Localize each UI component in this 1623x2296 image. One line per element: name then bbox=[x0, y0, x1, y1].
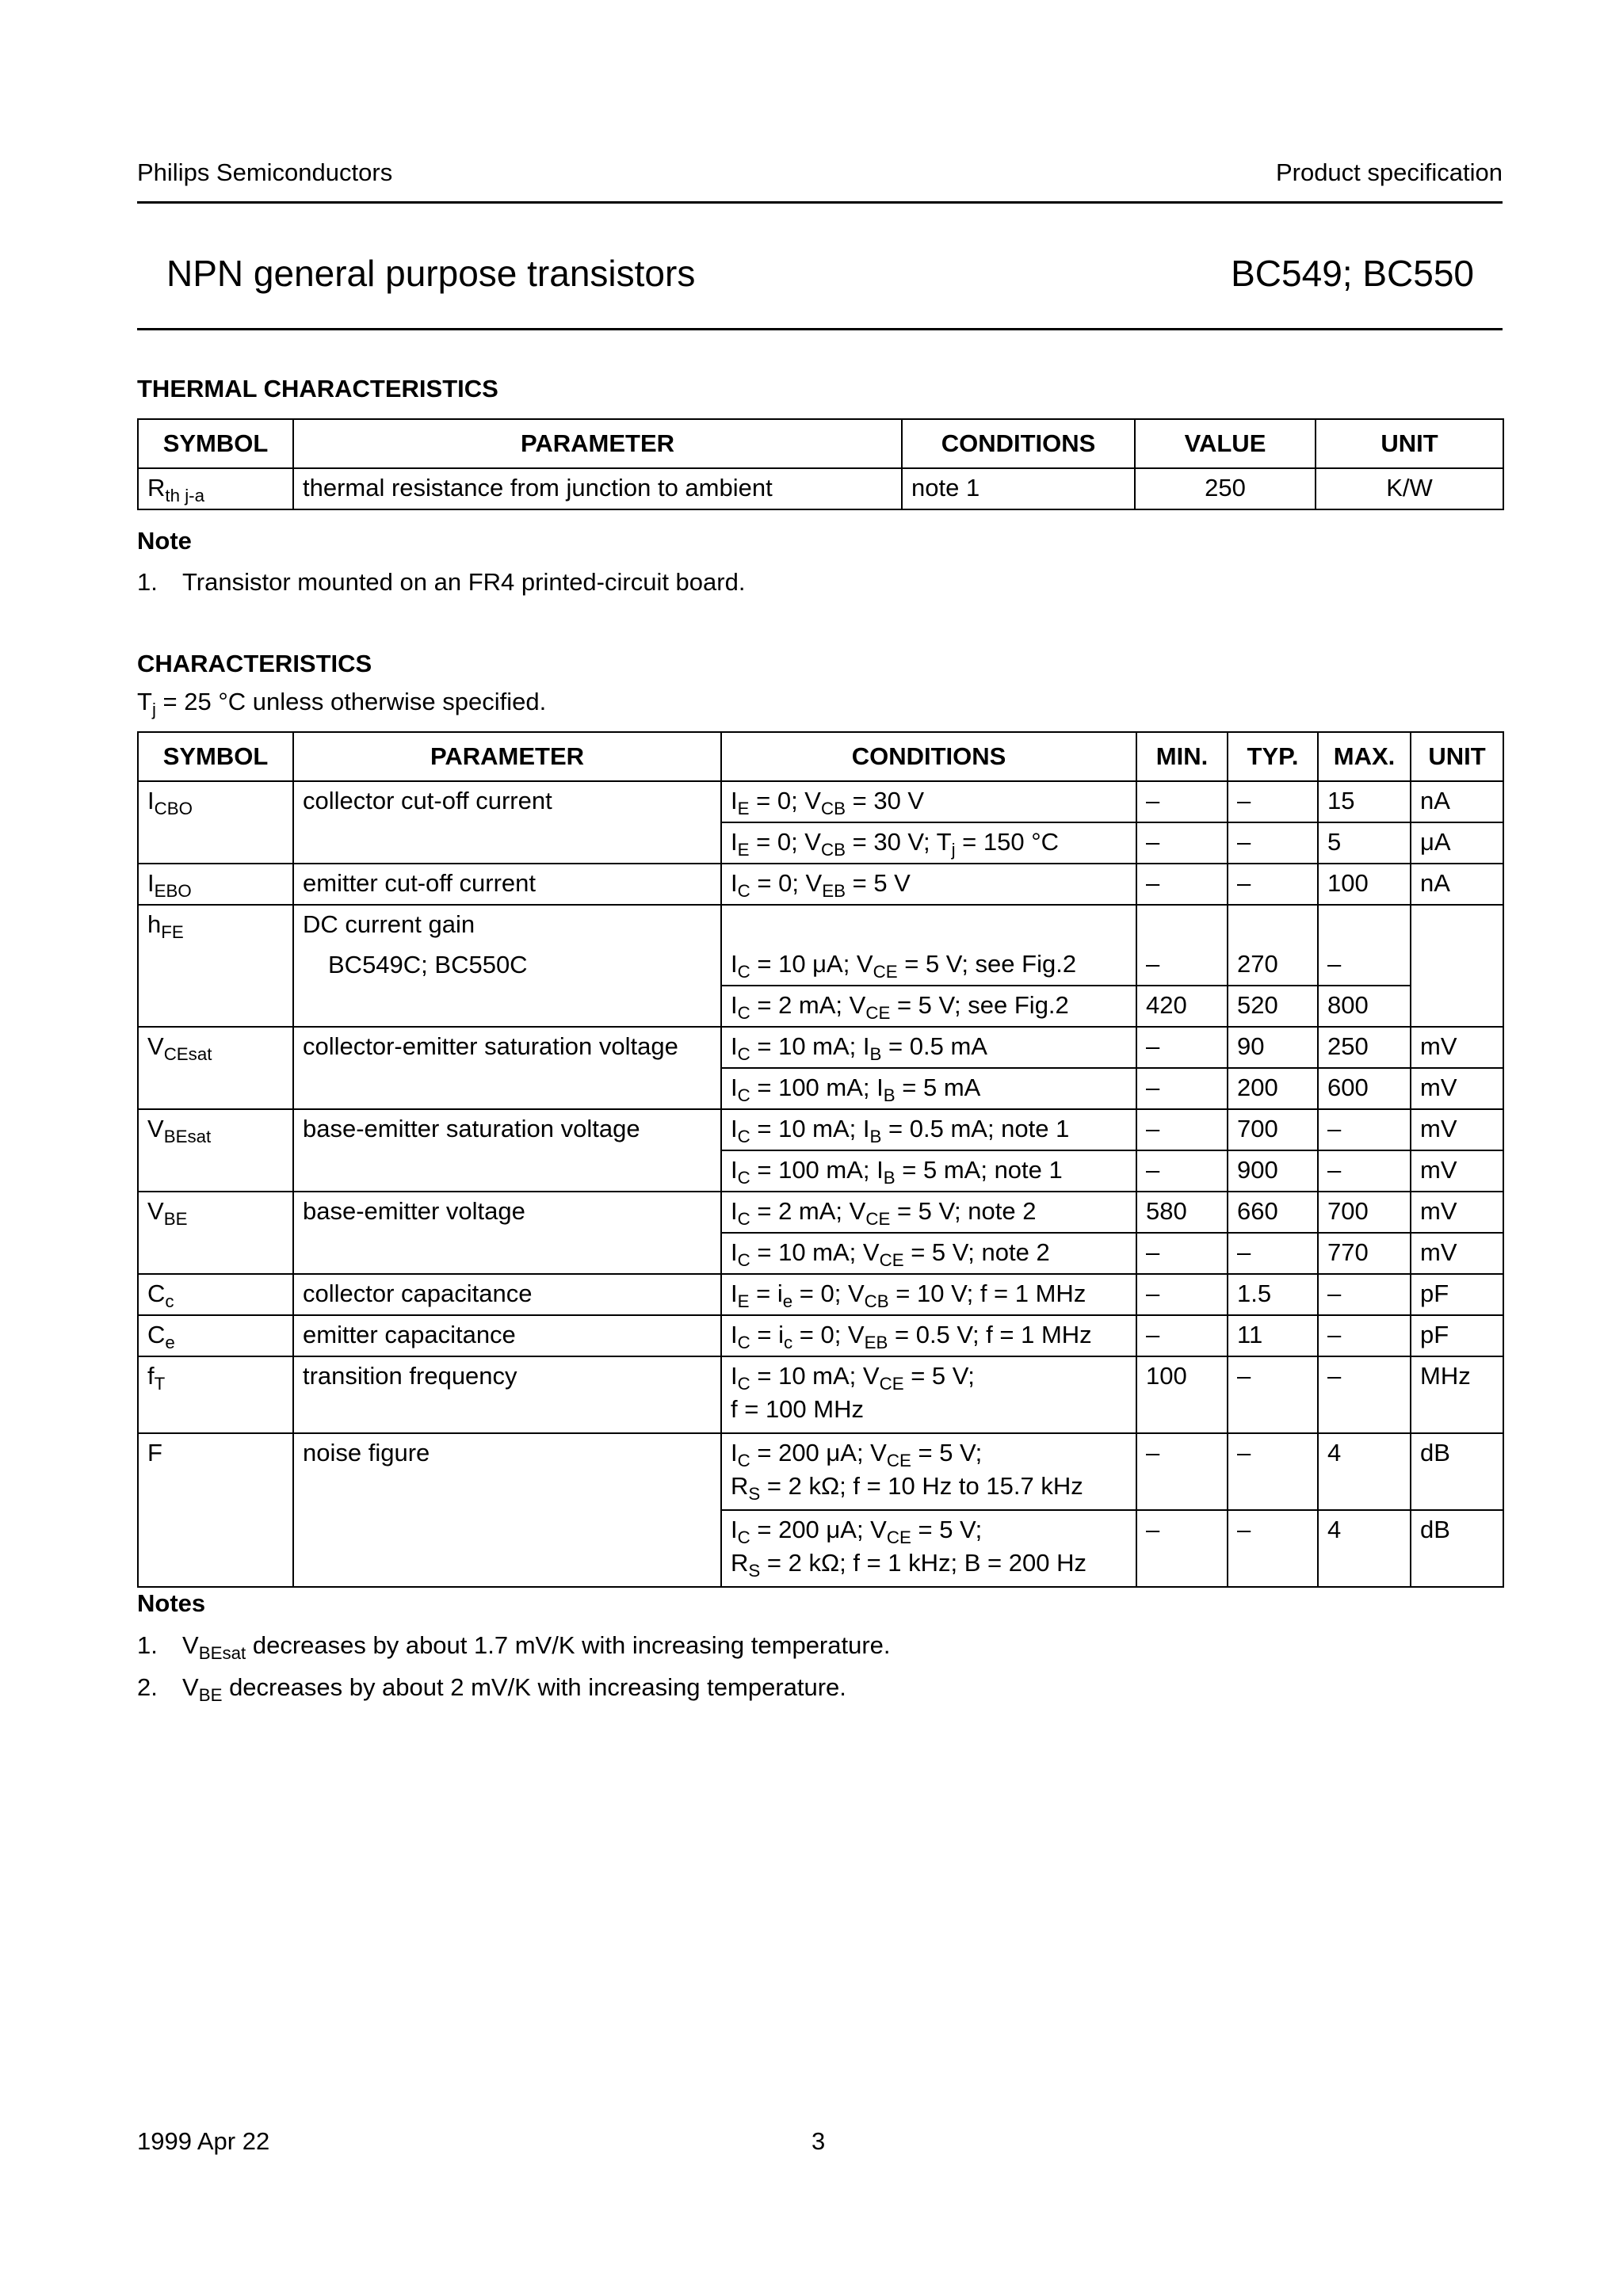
parameter-cell: collector capacitance bbox=[293, 1274, 721, 1315]
conditions-cell: $I_C = 10$ mA; $I_B = 0.5$ mA bbox=[721, 1027, 1136, 1068]
unit-cell: MHz bbox=[1411, 1356, 1503, 1433]
table-row bbox=[138, 1274, 1503, 1315]
max-cell: – bbox=[1318, 1150, 1411, 1192]
parameter-cell: collector cut-off current bbox=[293, 781, 721, 864]
parameter-cell: emitter capacitance bbox=[293, 1315, 721, 1356]
typ-cell: – bbox=[1228, 1233, 1318, 1274]
typ-cell: – bbox=[1228, 1433, 1318, 1510]
conditions-cell: $I_C = 100$ mA; $I_B = 5$ mA bbox=[721, 1068, 1136, 1109]
conditions-cell: $I_E = 0$; $V_{CB} = 30$ V bbox=[721, 781, 1136, 822]
conditions-cell: $I_C = 100$ mA; $I_B = 5$ mA; note 1 bbox=[721, 1150, 1136, 1192]
parameter-cell: thermal resistance from junction to ambient bbox=[293, 468, 902, 509]
min-cell: – bbox=[1136, 822, 1228, 864]
typ-cell: 700 bbox=[1228, 1109, 1318, 1150]
unit-cell: pF bbox=[1411, 1315, 1503, 1356]
unit-cell: nA bbox=[1411, 864, 1503, 905]
parameter-cell: base-emitter voltage bbox=[293, 1192, 721, 1274]
symbol-cell: $I_{EBO}$ bbox=[138, 864, 293, 905]
thermal-table bbox=[137, 418, 1504, 510]
min-cell: – bbox=[1136, 945, 1228, 986]
thermal-note-heading: Note bbox=[137, 527, 192, 555]
unit-cell: dB bbox=[1411, 1510, 1503, 1587]
symbol-cell: $C_c$ bbox=[138, 1274, 293, 1315]
max-cell: – bbox=[1318, 1356, 1411, 1433]
symbol-cell: $I_{CBO}$ bbox=[138, 781, 293, 864]
max-cell: 15 bbox=[1318, 781, 1411, 822]
conditions-cell: $I_C = 10$ mA; $V_{CE} = 5$ V; f = 100 MHz bbox=[721, 1356, 1136, 1433]
table-row bbox=[138, 1192, 1503, 1233]
symbol-cell: $V_{BEsat}$ bbox=[138, 1109, 293, 1192]
typ-cell: – bbox=[1228, 1356, 1318, 1433]
symbol-cell: F bbox=[138, 1433, 293, 1587]
col-parameter: PARAMETER bbox=[293, 732, 721, 781]
typ-cell: 270 bbox=[1228, 945, 1318, 986]
typ-cell: – bbox=[1228, 864, 1318, 905]
table-row bbox=[138, 1315, 1503, 1356]
conditions-cell: $I_C = i_c = 0$; $V_{EB} = 0.5$ V; f = 1 MHz bbox=[721, 1315, 1136, 1356]
unit-cell: mV bbox=[1411, 1068, 1503, 1109]
parameter-cell: collector-emitter saturation voltage bbox=[293, 1027, 721, 1109]
symbol-cell: $f_T$ bbox=[138, 1356, 293, 1433]
part-numbers: BC549; BC550 bbox=[1231, 253, 1474, 294]
unit-cell: dB bbox=[1411, 1433, 1503, 1510]
unit-cell: K/W bbox=[1316, 468, 1503, 509]
col-typ: TYP. bbox=[1228, 732, 1318, 781]
min-cell: – bbox=[1136, 1068, 1228, 1109]
page-title: NPN general purpose transistors bbox=[166, 253, 696, 294]
notes-heading: Notes bbox=[137, 1589, 206, 1617]
typ-cell: 200 bbox=[1228, 1068, 1318, 1109]
unit-cell: mV bbox=[1411, 1233, 1503, 1274]
max-cell: 600 bbox=[1318, 1068, 1411, 1109]
typ-cell: – bbox=[1228, 781, 1318, 822]
col-parameter: PARAMETER bbox=[293, 419, 902, 468]
min-cell: – bbox=[1136, 1027, 1228, 1068]
parameter-cell: noise figure bbox=[293, 1433, 721, 1587]
col-value: VALUE bbox=[1135, 419, 1316, 468]
table-row bbox=[138, 864, 1503, 905]
typ-cell bbox=[1228, 905, 1318, 945]
col-unit: UNIT bbox=[1411, 732, 1503, 781]
typ-cell: 900 bbox=[1228, 1150, 1318, 1192]
typ-cell: 11 bbox=[1228, 1315, 1318, 1356]
table-row bbox=[138, 1109, 1503, 1150]
min-cell: – bbox=[1136, 1233, 1228, 1274]
characteristics-table bbox=[137, 731, 1504, 1588]
table-row bbox=[138, 1027, 1503, 1068]
unit-cell: pF bbox=[1411, 1274, 1503, 1315]
conditions-cell: $I_E = i_e = 0$; $V_{CB} = 10$ V; f = 1 MHz bbox=[721, 1274, 1136, 1315]
symbol-cell: $R_{th j-a}$ bbox=[138, 468, 293, 509]
table-row bbox=[138, 1433, 1503, 1510]
min-cell: – bbox=[1136, 1274, 1228, 1315]
typ-cell: – bbox=[1228, 822, 1318, 864]
characteristics-header-row bbox=[138, 732, 1503, 781]
col-symbol: SYMBOL bbox=[138, 732, 293, 781]
thermal-note: 1. Transistor mounted on an FR4 printed-circuit board. bbox=[137, 568, 746, 596]
parameter-cell: DC current gain BC549C; BC550C bbox=[293, 905, 721, 1027]
conditions-cell: $I_E = 0$; $V_{CB} = 30$ V; $T_j = 150$ °C bbox=[721, 822, 1136, 864]
conditions-cell: $I_C = 2$ mA; $V_{CE} = 5$ V; see Fig.2 bbox=[721, 986, 1136, 1027]
parameter-cell: transition frequency bbox=[293, 1356, 721, 1433]
max-cell: 100 bbox=[1318, 864, 1411, 905]
header-doc-type: Product specification bbox=[1275, 158, 1503, 186]
col-min: MIN. bbox=[1136, 732, 1228, 781]
typ-cell: – bbox=[1228, 1510, 1318, 1587]
unit-cell: nA bbox=[1411, 781, 1503, 822]
typ-cell: 90 bbox=[1228, 1027, 1318, 1068]
col-conditions: CONDITIONS bbox=[902, 419, 1135, 468]
max-cell: – bbox=[1318, 1274, 1411, 1315]
typ-cell: 520 bbox=[1228, 986, 1318, 1027]
max-cell: 5 bbox=[1318, 822, 1411, 864]
max-cell bbox=[1318, 905, 1411, 945]
unit-cell: mV bbox=[1411, 1192, 1503, 1233]
symbol-cell: $V_{BE}$ bbox=[138, 1192, 293, 1274]
max-cell: 700 bbox=[1318, 1192, 1411, 1233]
col-conditions: CONDITIONS bbox=[721, 732, 1136, 781]
conditions-cell bbox=[721, 905, 1136, 945]
col-unit: UNIT bbox=[1316, 419, 1503, 468]
conditions-cell: $I_C = 2$ mA; $V_{CE} = 5$ V; note 2 bbox=[721, 1192, 1136, 1233]
min-cell bbox=[1136, 905, 1228, 945]
conditions-cell: $I_C = 10$ mA; $V_{CE} = 5$ V; note 2 bbox=[721, 1233, 1136, 1274]
symbol-cell: $h_{FE}$ bbox=[138, 905, 293, 1027]
symbol-cell: $C_e$ bbox=[138, 1315, 293, 1356]
parameter-cell: emitter cut-off current bbox=[293, 864, 721, 905]
max-cell: 4 bbox=[1318, 1433, 1411, 1510]
parameter-cell: base-emitter saturation voltage bbox=[293, 1109, 721, 1192]
min-cell: – bbox=[1136, 1315, 1228, 1356]
table-row bbox=[138, 468, 1503, 509]
min-cell: – bbox=[1136, 1433, 1228, 1510]
min-cell: – bbox=[1136, 1150, 1228, 1192]
page-number: 3 bbox=[812, 2127, 826, 2155]
table-row bbox=[138, 781, 1503, 822]
footer-date: 1999 Apr 22 bbox=[137, 2127, 270, 2155]
unit-cell bbox=[1411, 905, 1503, 1027]
unit-cell: mV bbox=[1411, 1150, 1503, 1192]
unit-cell: μA bbox=[1411, 822, 1503, 864]
note-2: 2. $V_{BE}$ decreases by about 2 mV/K with increasing temperature. bbox=[137, 1673, 846, 1706]
min-cell: – bbox=[1136, 1510, 1228, 1587]
col-symbol: SYMBOL bbox=[138, 419, 293, 468]
symbol-cell: $V_{CEsat}$ bbox=[138, 1027, 293, 1109]
header-company: Philips Semiconductors bbox=[137, 158, 393, 186]
min-cell: – bbox=[1136, 781, 1228, 822]
min-cell: – bbox=[1136, 1109, 1228, 1150]
typ-cell: 1.5 bbox=[1228, 1274, 1318, 1315]
min-cell: 100 bbox=[1136, 1356, 1228, 1433]
max-cell: 250 bbox=[1318, 1027, 1411, 1068]
min-cell: – bbox=[1136, 864, 1228, 905]
conditions-cell: note 1 bbox=[902, 468, 1135, 509]
max-cell: 4 bbox=[1318, 1510, 1411, 1587]
col-max: MAX. bbox=[1318, 732, 1411, 781]
thermal-header-row bbox=[138, 419, 1503, 468]
title-rule bbox=[137, 328, 1503, 330]
max-cell: – bbox=[1318, 1315, 1411, 1356]
conditions-cell: $I_C = 200$ μA; $V_{CE} = 5$ V; $R_S = 2$ kΩ; f = 1 kHz; B = 200 Hz bbox=[721, 1510, 1136, 1587]
value-cell: 250 bbox=[1135, 468, 1316, 509]
note-1: 1. $V_{BEsat}$ decreases by about 1.7 mV/K with increasing temperature. bbox=[137, 1631, 891, 1664]
table-row bbox=[138, 905, 1503, 945]
table-row bbox=[138, 1356, 1503, 1433]
unit-cell: mV bbox=[1411, 1109, 1503, 1150]
unit-cell: mV bbox=[1411, 1027, 1503, 1068]
typ-cell: 660 bbox=[1228, 1192, 1318, 1233]
max-cell: 800 bbox=[1318, 986, 1411, 1027]
characteristics-heading: CHARACTERISTICS bbox=[137, 650, 372, 677]
header-rule bbox=[137, 201, 1503, 204]
max-cell: – bbox=[1318, 1109, 1411, 1150]
min-cell: 420 bbox=[1136, 986, 1228, 1027]
conditions-cell: $I_C = 10$ mA; $I_B = 0.5$ mA; note 1 bbox=[721, 1109, 1136, 1150]
conditions-cell: $I_C = 0$; $V_{EB} = 5$ V bbox=[721, 864, 1136, 905]
conditions-cell: $I_C = 200$ μA; $V_{CE} = 5$ V; $R_S = 2$ kΩ; f = 10 Hz to 15.7 kHz bbox=[721, 1433, 1136, 1510]
conditions-cell: $I_C = 10$ μA; $V_{CE} = 5$ V; see Fig.2 bbox=[721, 945, 1136, 986]
thermal-heading: THERMAL CHARACTERISTICS bbox=[137, 375, 498, 402]
characteristics-condition: $T_j = 25$ °C unless otherwise specified. bbox=[137, 688, 547, 720]
min-cell: 580 bbox=[1136, 1192, 1228, 1233]
max-cell: – bbox=[1318, 945, 1411, 986]
max-cell: 770 bbox=[1318, 1233, 1411, 1274]
